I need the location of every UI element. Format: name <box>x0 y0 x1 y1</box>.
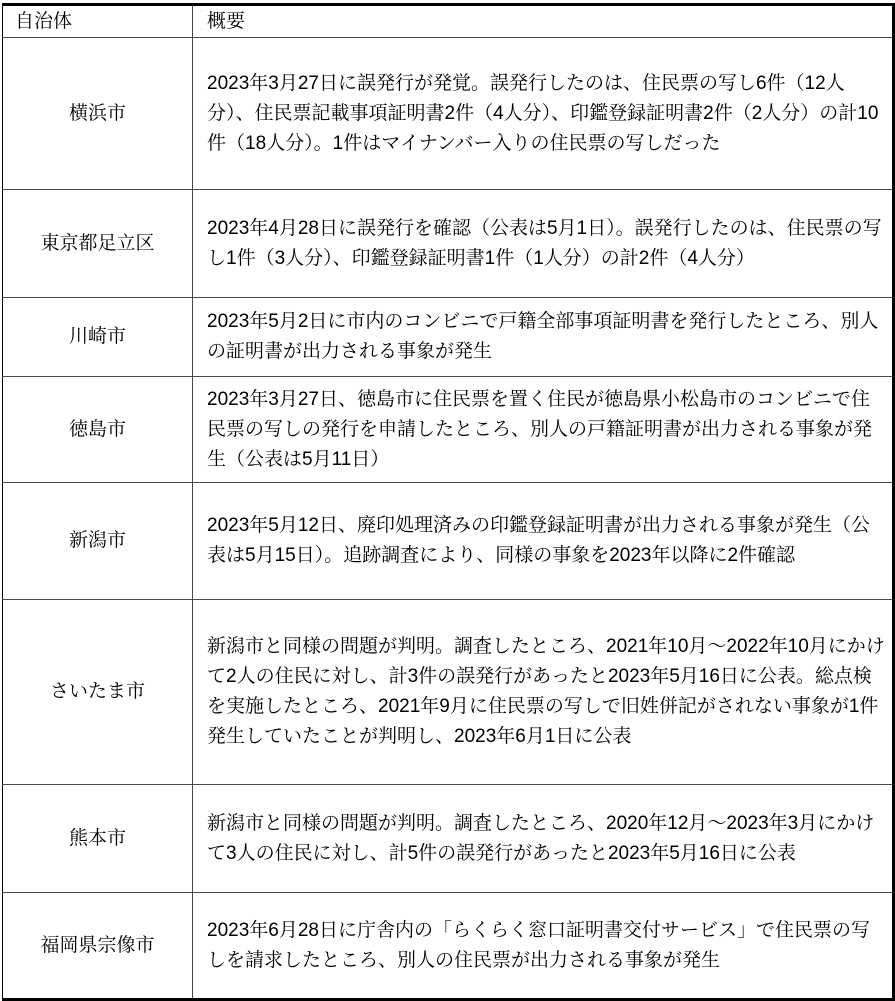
table-row <box>3 190 894 298</box>
cell-summary: 新潟市と同様の問題が判明。調査したところ、2021年10月〜2022年10月にかけて2人の住民に対し、計3件の誤発行があったと2023年5月16日に公表。総点検を実施したところ、2021年9月に住民票の写しで旧姓併記がされない事象が1件発生していたことが判明し、2023年6月1日に公表 <box>193 600 894 785</box>
cell-municipality: 新潟市 <box>3 483 193 600</box>
table-row <box>3 38 894 190</box>
cell-municipality: 東京都足立区 <box>3 190 193 298</box>
cell-summary: 2023年3月27日、徳島市に住民票を置く住民が徳島県小松島市のコンビニで住民票の写しの発行を申請したところ、別人の戸籍証明書が出力される事象が発生（公表は5月11日） <box>193 377 894 483</box>
cell-municipality: 熊本市 <box>3 785 193 893</box>
cell-summary: 2023年5月12日、廃印処理済みの印鑑登録証明書が出力される事象が発生（公表は5月15日）。追跡調査により、同様の事象を2023年以降に2件確認 <box>193 483 894 600</box>
table-row <box>3 483 894 600</box>
table-row <box>3 377 894 483</box>
incident-summary-table <box>2 3 895 1001</box>
cell-summary: 2023年5月2日に市内のコンビニで戸籍全部事項証明書を発行したところ、別人の証明書が出力される事象が発生 <box>193 298 894 377</box>
table-row <box>3 600 894 785</box>
cell-municipality: 福岡県宗像市 <box>3 893 193 1000</box>
table-header-row <box>3 5 894 38</box>
table-row <box>3 785 894 893</box>
cell-municipality: 横浜市 <box>3 38 193 190</box>
column-header-municipality: 自治体 <box>3 5 193 38</box>
table-row <box>3 893 894 1000</box>
table-body <box>3 38 894 1000</box>
table-row <box>3 298 894 377</box>
cell-municipality: さいたま市 <box>3 600 193 785</box>
cell-summary: 2023年6月28日に庁舎内の「らくらく窓口証明書交付サービス」で住民票の写しを請求したところ、別人の住民票が出力される事象が発生 <box>193 893 894 1000</box>
table-header <box>3 5 894 38</box>
cell-municipality: 徳島市 <box>3 377 193 483</box>
column-header-summary: 概要 <box>193 5 894 38</box>
cell-summary: 新潟市と同様の問題が判明。調査したところ、2020年12月〜2023年3月にかけて3人の住民に対し、計5件の誤発行があったと2023年5月16日に公表 <box>193 785 894 893</box>
cell-municipality: 川崎市 <box>3 298 193 377</box>
cell-summary: 2023年3月27日に誤発行が発覚。誤発行したのは、住民票の写し6件（12人分）、住民票記載事項証明書2件（4人分）、印鑑登録証明書2件（2人分）の計10件（18人分）。1件はマイナンバー入りの住民票の写しだった <box>193 38 894 190</box>
cell-summary: 2023年4月28日に誤発行を確認（公表は5月1日）。誤発行したのは、住民票の写し1件（3人分）、印鑑登録証明書1件（1人分）の計2件（4人分） <box>193 190 894 298</box>
